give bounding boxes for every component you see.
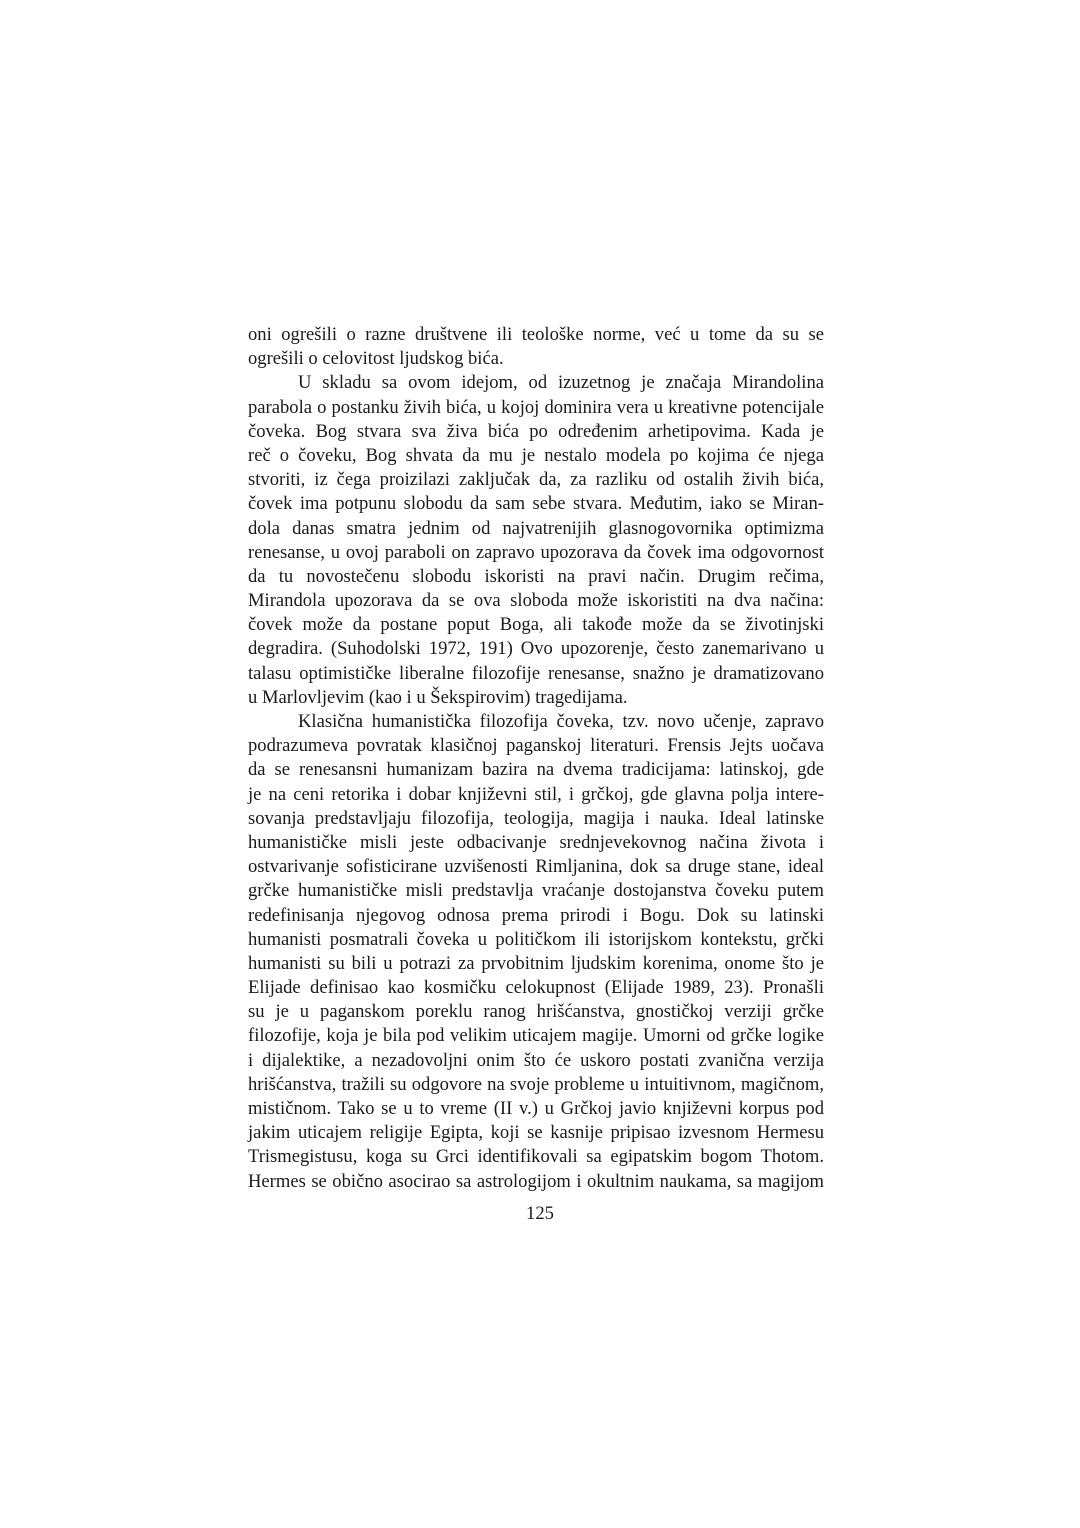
text-line: ostvarivanje sofisticirane uzvišenosti Rimljanina, dok sa druge stane, ideal [248, 856, 824, 878]
text-line: Trismegistusu, koga su Grci identifikovali sa egipatskim bogom Thotom. [248, 1146, 824, 1168]
text-line: Mirandola upozorava da se ova sloboda može iskoristiti na dva načina: [248, 590, 824, 612]
text-line: Klasična humanistička filozofija čoveka, tzv. novo učenje, zapravo [298, 711, 824, 732]
text-line: humanističke misli jeste odbacivanje srednjevekovnog načina života i [248, 831, 824, 853]
text-line: jakim uticajem religije Egipta, koji se kasnije pripisao izvesnom Hermesu [248, 1122, 824, 1144]
text-line: stvoriti, iz čega proizilazi zaključak da, za razliku od ostalih živih bića, [248, 469, 824, 491]
text-line: sovanja predstavljaju filozofija, teologija, magija i nauka. Ideal latinske [248, 807, 824, 829]
text-line: čovek može da postane poput Boga, ali takođe može da se životinjski [248, 614, 824, 636]
text-line: renesanse, u ovoj paraboli on zapravo upozorava da čovek ima odgovornost [248, 541, 824, 563]
text-line: čovek ima potpunu slobodu da sam sebe stvara. Međutim, iako se Miran- [248, 493, 824, 515]
page-number: 125 [526, 1203, 554, 1224]
text-line: humanisti su bili u potrazi za prvobitnim ljudskim korenima, onome što je [248, 952, 824, 974]
text-line: i dijalektike, a nezadovoljni onim što će uskoro postati zvanična verzija [248, 1049, 824, 1071]
text-line: degradira. (Suhodolski 1972, 191) Ovo upozorenje, često zanemarivano u [248, 638, 824, 660]
text-line: je na ceni retorika i dobar književni stil, i grčkoj, gde glavna polja intere- [248, 783, 824, 805]
text-line: U skladu sa ovom idejom, od izuzetnog je značaja Mirandolina [298, 372, 824, 394]
text-line: hrišćanstva, tražili su odgovore na svoje probleme u intuitivnom, magičnom, [248, 1073, 824, 1095]
text-line: redefinisanja njegovog odnosa prema prirodi i Bogu. Dok su latinski [248, 904, 824, 926]
text-line: u Marlovljevim (kao i u Šekspirovim) tragedijama. [248, 686, 628, 708]
text-line: Hermes se obično asocirao sa astrologijom i okultnim naukama, sa magijom [248, 1170, 824, 1192]
text-line: Elijade definisao kao kosmičku celokupnost (Elijade 1989, 23). Pronašli [248, 977, 824, 999]
text-line: da tu novostečenu slobodu iskoristi na pravi način. Drugim rečima, [248, 565, 824, 587]
text-line: reč o čoveku, Bog shvata da mu je nestalo modela po kojima će njega [248, 444, 824, 466]
text-line: čoveka. Bog stvara sva živa bića po određenim arhetipovima. Kada je [248, 420, 824, 442]
text-line: mističnom. Tako se u to vreme (II v.) u Grčkoj javio književni korpus pod [248, 1098, 824, 1119]
text-line: humanisti posmatrali čoveka u političkom ili istorijskom kontekstu, grčki [248, 928, 824, 950]
text-line: da se renesansni humanizam bazira na dvema tradicijama: latinskoj, gde [248, 759, 824, 781]
text-line: dola danas smatra jednim od najvatrenijih glasnogovornika optimizma [248, 517, 824, 539]
text-line: talasu optimističke liberalne filozofije renesanse, snažno je dramatizovano [248, 662, 824, 684]
text-line: su je u paganskom poreklu ranog hrišćanstva, gnostičkoj verziji grčke [248, 1001, 824, 1023]
body-text [248, 323, 824, 1194]
text-line: parabola o postanku živih bića, u kojoj dominira vera u kreativne potencijale [248, 396, 824, 418]
text-line: podrazumeva povratak klasičnoj paganskoj literaturi. Frensis Jejts uočava [248, 735, 824, 757]
text-line: grčke humanističke misli predstavlja vraćanje dostojanstva čoveku putem [248, 880, 824, 902]
text-line: ogrešili o celovitost ljudskog bića. [248, 348, 504, 370]
text-line: oni ogrešili o razne društvene ili teološke norme, već u tome da su se [248, 324, 824, 345]
text-line: filozofije, koja je bila pod velikim uticajem magije. Umorni od grčke logike [248, 1025, 824, 1047]
